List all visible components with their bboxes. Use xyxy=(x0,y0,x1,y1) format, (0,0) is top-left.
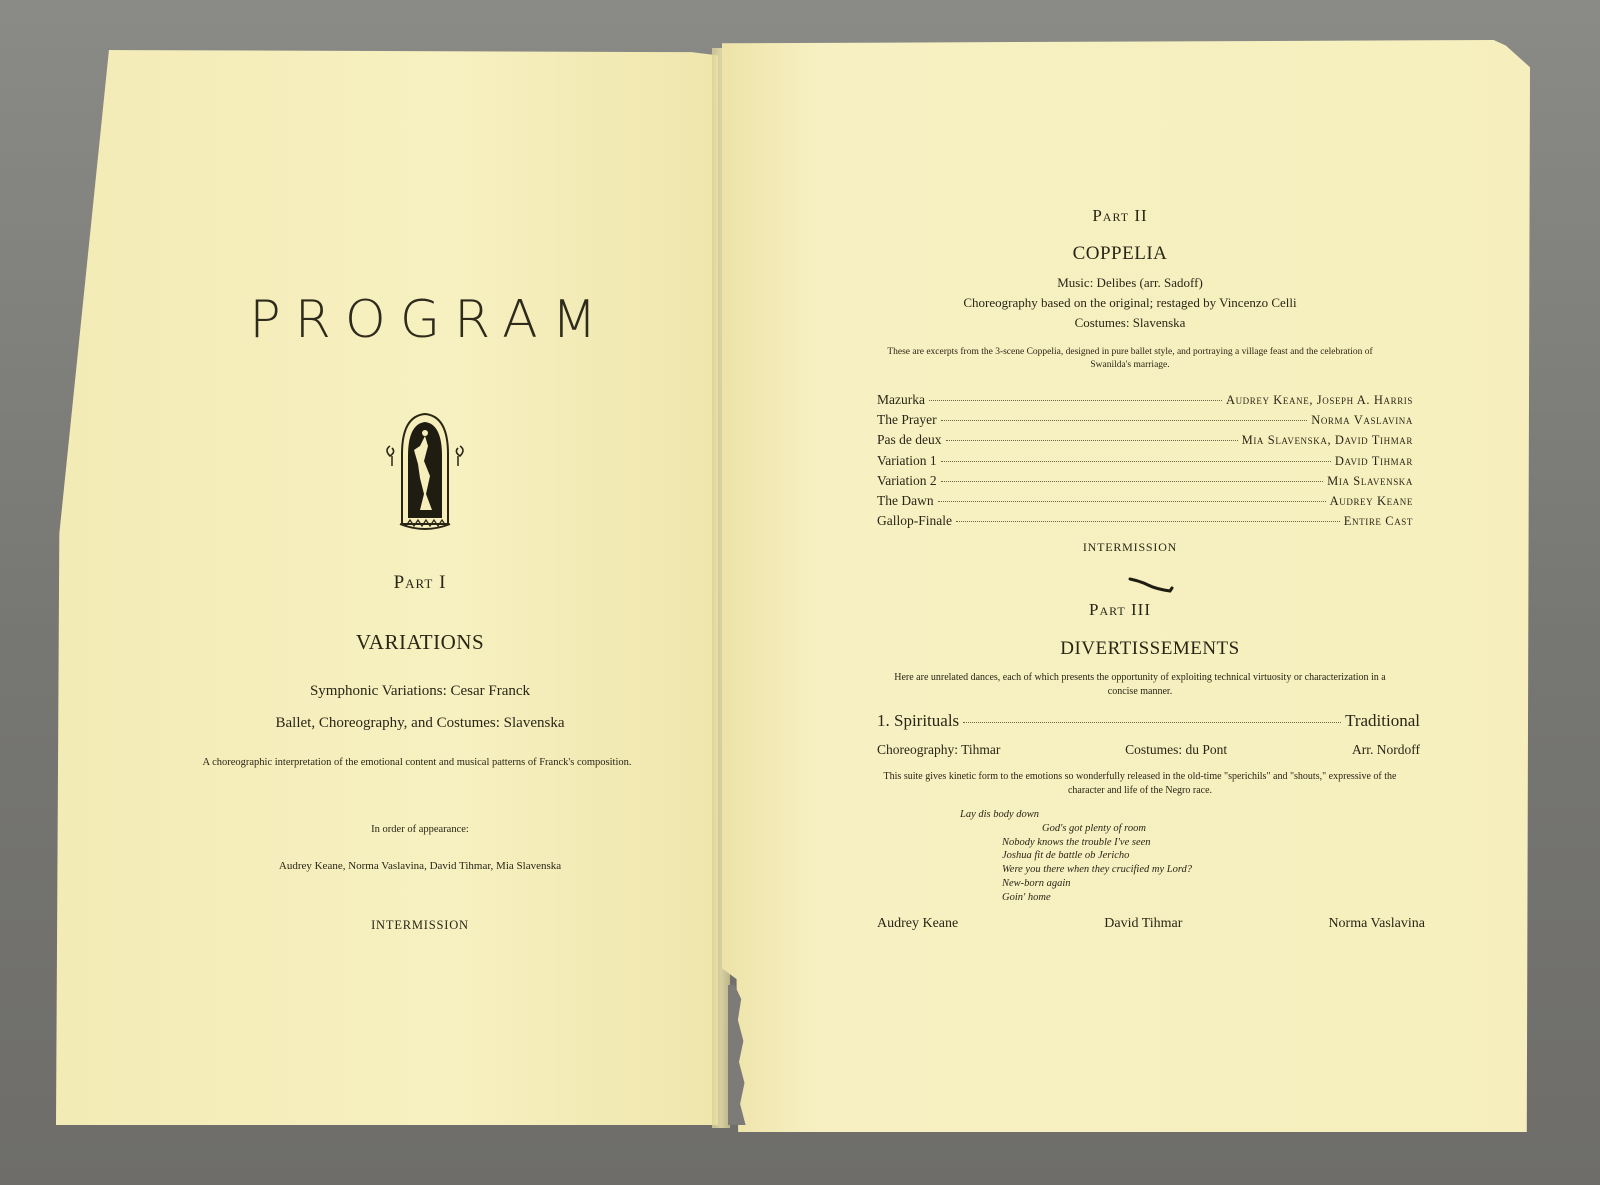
coppelia-description: These are excerpts from the 3-scene Coppelia, designed in pure ballet style, and portraying a village feast and the celebration of Swanilda's marriage. xyxy=(887,347,1373,370)
dance-name: The Prayer xyxy=(877,412,937,428)
dot-leader xyxy=(963,722,1341,723)
dot-leader xyxy=(941,420,1308,421)
dot-leader xyxy=(941,461,1331,462)
dot-leader xyxy=(946,440,1238,441)
dance-name: The Dawn xyxy=(877,492,934,508)
dance-row xyxy=(877,473,1413,493)
spirituals-arrangement: Arr. Nordoff xyxy=(1351,742,1420,757)
dance-row xyxy=(877,432,1413,452)
dance-cast: David Tihmar xyxy=(1334,453,1413,468)
dancer-name: Audrey Keane xyxy=(877,916,959,931)
mercury-emblem-icon xyxy=(380,406,470,536)
lyric-line: New-born again xyxy=(1002,877,1071,889)
spirituals-choreography: Choreography: Tihmar xyxy=(877,742,1001,757)
dance-name: Variation 2 xyxy=(877,472,937,488)
lyric-line: Goin' home xyxy=(1002,891,1051,903)
dance-list xyxy=(877,392,1413,533)
dance-cast: Audrey Keane xyxy=(1329,493,1413,508)
spirituals-dancers xyxy=(877,916,1425,932)
lyric-line: Lay dis body down xyxy=(960,809,1040,820)
part-three-label: Part III xyxy=(1089,600,1151,619)
coppelia-music: Music: Delibes (arr. Sadoff) xyxy=(1057,275,1203,290)
dot-leader xyxy=(956,521,1340,522)
dancer-name: David Tihmar xyxy=(1104,916,1183,931)
dance-cast: Audrey Keane, Joseph A. Harris xyxy=(1225,393,1413,407)
pen-mark-icon xyxy=(1126,575,1174,597)
coppelia-choreography: Choreography based on the original; restaged by Vincenzo Celli xyxy=(963,295,1297,310)
spirituals-credits xyxy=(877,742,1420,758)
coppelia-title: COPPELIA xyxy=(1072,243,1168,264)
dance-row xyxy=(877,412,1413,432)
dance-row xyxy=(877,453,1413,473)
lyric-line: Joshua fit de battle ob Jericho xyxy=(1002,850,1130,862)
suite-description: This suite gives kinetic form to the emotions so wonderfully released in the old-time "sperichils" and "shouts," expressive of the character and life of the Negro race. xyxy=(883,771,1397,796)
part-one-label: Part I xyxy=(393,572,447,593)
part-two-label: Part II xyxy=(1092,206,1148,225)
intermission-right: INTERMISSION xyxy=(1082,540,1178,554)
lyric-line: Nobody knows the trouble I've seen xyxy=(1002,836,1151,848)
variations-title: VARIATIONS xyxy=(355,630,485,654)
spirituals-name: 1. Spirituals xyxy=(877,711,960,730)
dot-leader xyxy=(941,481,1324,482)
dance-cast: Entire Cast xyxy=(1343,514,1413,529)
dance-name: Mazurka xyxy=(877,392,925,407)
dance-row xyxy=(877,513,1413,533)
dance-name: Gallop-Finale xyxy=(877,513,952,529)
program-title: PROGRAM xyxy=(249,290,611,350)
dance-cast: Norma Vaslavina xyxy=(1311,413,1413,428)
spirituals-row xyxy=(877,711,1420,731)
dance-cast: Mia Slavenska xyxy=(1327,473,1413,488)
dancer-name: Norma Vaslavina xyxy=(1328,916,1425,931)
lyrics-list xyxy=(960,808,1320,905)
variations-description: A choreographic interpretation of the emotional content and musical patterns of Franck's composition. xyxy=(202,757,632,768)
dance-row xyxy=(877,493,1413,513)
order-label: In order of appearance: xyxy=(371,824,469,835)
dot-leader xyxy=(938,501,1326,502)
intermission-left: INTERMISSION xyxy=(371,918,469,932)
lyric-line: Were you there when they crucified my Lord? xyxy=(1002,864,1193,876)
dot-leader xyxy=(929,400,1222,401)
dance-cast: Mia Slavenska, David Tihmar xyxy=(1241,433,1413,448)
divertissements-description: Here are unrelated dances, each of which presents the opportunity of exploiting technical virtuosity or characterization in a concise manner. xyxy=(894,672,1386,697)
divertissements-title: DIVERTISSEMENTS xyxy=(1060,638,1240,659)
music-line: Symphonic Variations: Cesar Franck xyxy=(309,683,531,699)
spirituals-costumes: Costumes: du Pont xyxy=(1125,742,1228,757)
lyric-line: God's got plenty of room xyxy=(1042,822,1146,834)
spirituals-source: Traditional xyxy=(1345,711,1420,730)
dance-name: Variation 1 xyxy=(877,452,937,468)
credits-line: Ballet, Choreography, and Costumes: Slavenska xyxy=(275,715,565,731)
coppelia-costumes: Costumes: Slavenska xyxy=(1074,315,1186,330)
cast-list: Audrey Keane, Norma Vaslavina, David Tihmar, Mia Slavenska xyxy=(278,860,562,872)
dance-row xyxy=(877,392,1413,412)
dance-name: Pas de deux xyxy=(877,432,942,448)
